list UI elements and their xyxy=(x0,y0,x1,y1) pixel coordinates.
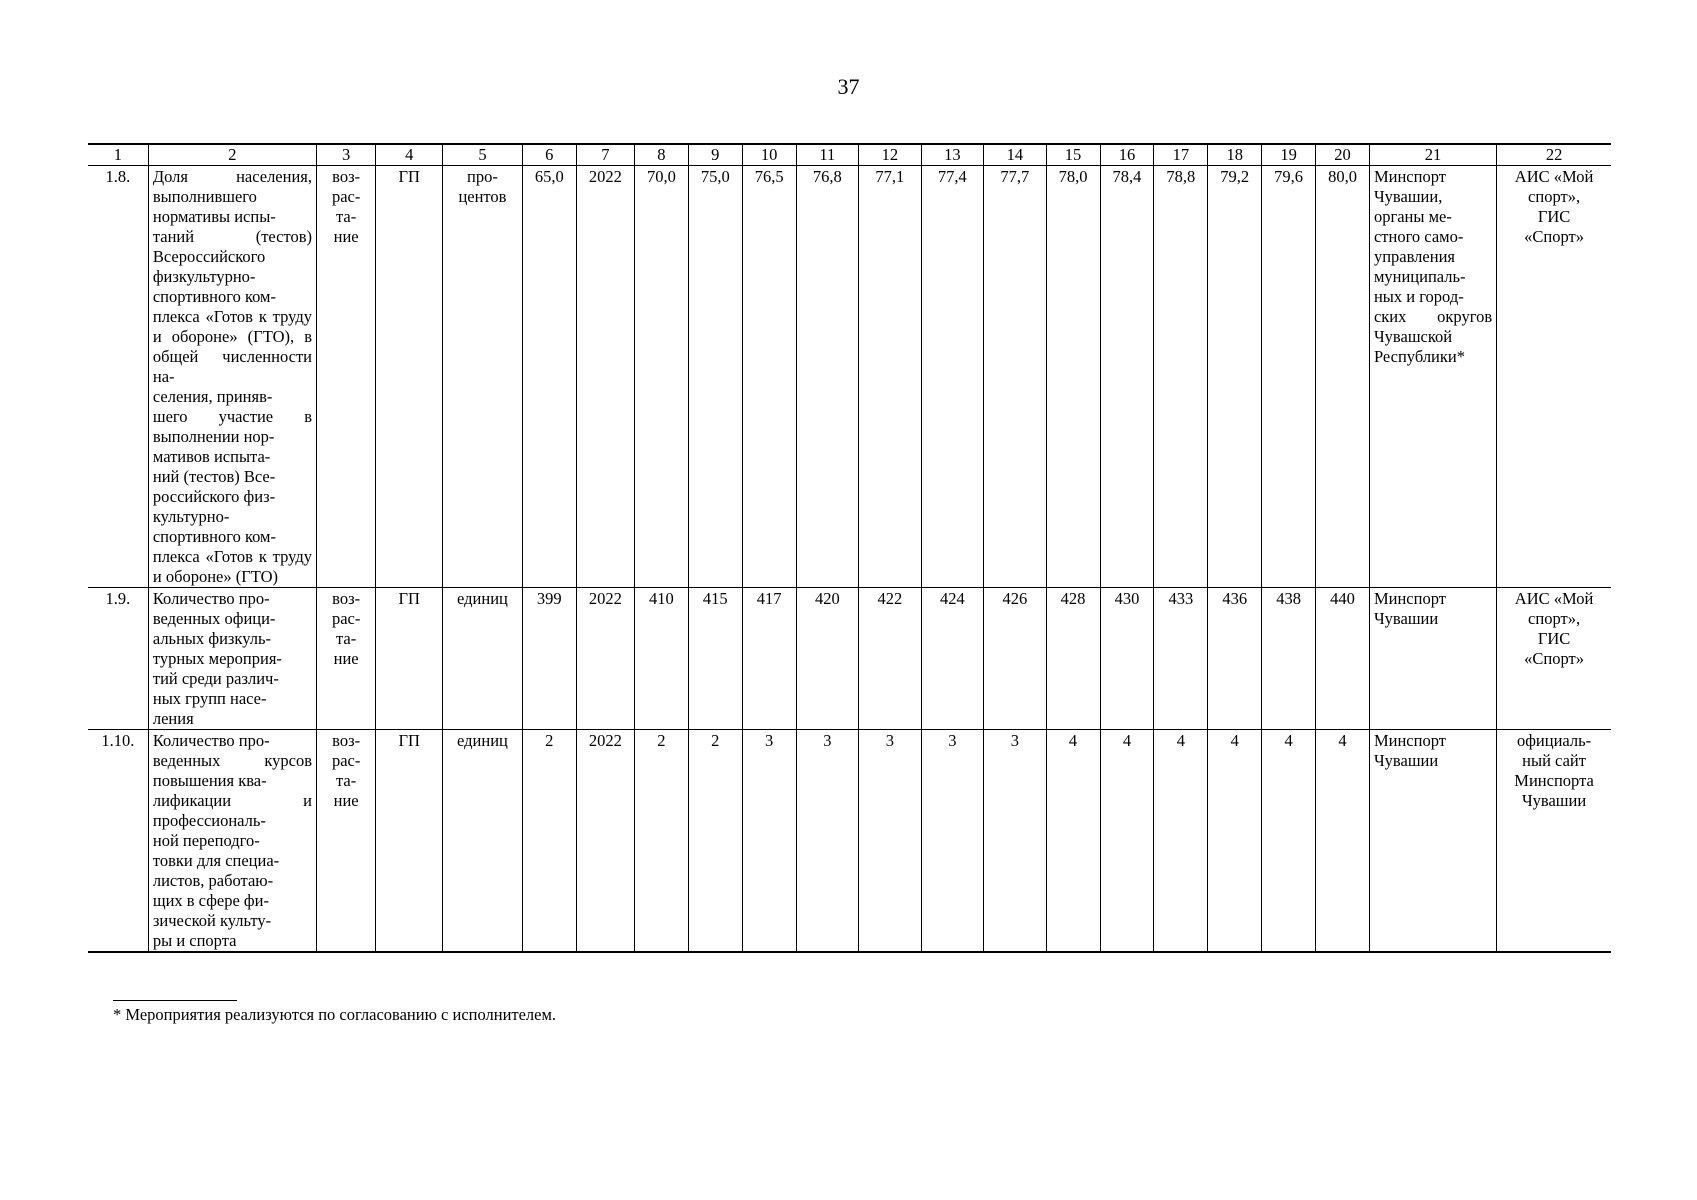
year-value-text: 424 xyxy=(939,589,965,608)
table-row xyxy=(88,166,1611,588)
indicator-name xyxy=(148,166,316,588)
base-year xyxy=(576,730,634,953)
information-system xyxy=(1497,730,1611,953)
column-number-row xyxy=(88,144,1611,166)
column-header: 5 xyxy=(443,144,523,166)
year-value-text: 4 xyxy=(1122,731,1132,750)
year-value xyxy=(921,730,984,953)
year-value xyxy=(742,166,796,588)
column-header: 17 xyxy=(1154,144,1208,166)
year-value-text: 433 xyxy=(1168,589,1194,608)
indicator-number xyxy=(88,166,148,588)
year-value xyxy=(1208,730,1262,953)
year-value xyxy=(634,166,688,588)
indicator-number xyxy=(88,588,148,730)
base-year xyxy=(576,166,634,588)
column-header: 9 xyxy=(688,144,742,166)
indicator-unit-text: единиц xyxy=(457,589,508,608)
year-value-text: 438 xyxy=(1276,589,1301,608)
year-value xyxy=(984,588,1047,730)
year-value-text: 3 xyxy=(765,731,774,750)
indicator-level xyxy=(376,588,443,730)
table-row xyxy=(88,730,1611,953)
column-header: 15 xyxy=(1046,144,1100,166)
base-value xyxy=(522,588,576,730)
year-value-text: 3 xyxy=(948,731,957,750)
indicator-unit xyxy=(443,588,523,730)
year-value xyxy=(984,166,1047,588)
year-value xyxy=(921,588,984,730)
year-value-text: 4 xyxy=(1284,731,1293,750)
year-value xyxy=(1316,730,1370,953)
footnote: * Мероприятия реализуются по согласованию с исполнителем. xyxy=(113,1005,557,1024)
year-value-text: 75,0 xyxy=(700,167,730,186)
indicator-trend xyxy=(317,730,376,953)
indicator-trend xyxy=(317,588,376,730)
base-year xyxy=(576,588,634,730)
indicator-unit-text: единиц xyxy=(457,731,508,750)
year-value-text: 78,4 xyxy=(1112,167,1142,186)
indicator-level-text: ГП xyxy=(398,167,420,186)
column-header: 10 xyxy=(742,144,796,166)
base-value xyxy=(522,730,576,953)
base-value-text: 65,0 xyxy=(534,167,564,186)
year-value xyxy=(1100,588,1154,730)
year-value-text: 430 xyxy=(1114,589,1140,608)
information-system xyxy=(1497,166,1611,588)
responsible-body xyxy=(1369,730,1496,953)
column-header: 3 xyxy=(317,144,376,166)
year-value xyxy=(1316,166,1370,588)
year-value-text: 2 xyxy=(711,731,720,750)
year-value xyxy=(859,588,922,730)
year-value xyxy=(796,588,859,730)
column-header: 19 xyxy=(1262,144,1316,166)
year-value-text: 420 xyxy=(814,589,840,608)
year-value-text: 79,2 xyxy=(1220,167,1250,186)
column-header: 16 xyxy=(1100,144,1154,166)
year-value xyxy=(1154,588,1208,730)
column-header: 21 xyxy=(1369,144,1496,166)
indicator-name-text: Количество про- веденных курсов повышения ква- лификации и профессиональ- ной переподго- товки для специа- листов, работаю- щих в сфере фи- зической культу- ры и спорта xyxy=(152,731,312,950)
year-value-text: 80,0 xyxy=(1328,167,1357,186)
year-value xyxy=(688,730,742,953)
year-value-text: 4 xyxy=(1176,731,1185,750)
year-value xyxy=(742,730,796,953)
indicator-number xyxy=(88,730,148,953)
information-system-text: АИС «Мой спорт», ГИС «Спорт» xyxy=(1514,167,1594,246)
footnote-rule xyxy=(113,1000,237,1001)
year-value xyxy=(634,730,688,953)
information-system xyxy=(1497,588,1611,730)
year-value xyxy=(1154,166,1208,588)
year-value-text: 4 xyxy=(1338,731,1347,750)
responsible-body-text: Минспорт Чувашии, органы ме- стного само- управления муниципаль- ных и город- ских округов Чувашской Республики* xyxy=(1373,167,1493,366)
indicator-trend-text: воз- рас- та- ние xyxy=(331,589,361,668)
indicator-trend-text: воз- рас- та- ние xyxy=(331,167,361,246)
column-header: 1 xyxy=(88,144,148,166)
year-value-text: 70,0 xyxy=(646,167,676,186)
base-value-text: 2 xyxy=(545,731,554,750)
indicator-unit-text: про- центов xyxy=(458,167,507,206)
indicators-table xyxy=(88,143,1611,953)
column-header: 20 xyxy=(1316,144,1370,166)
year-value-text: 4 xyxy=(1230,731,1239,750)
year-value xyxy=(796,166,859,588)
year-value-text: 428 xyxy=(1060,589,1086,608)
indicator-unit xyxy=(443,730,523,953)
indicator-name-text: Доля населения, выполнившего нормативы испы- таний (тестов) Всероссийского физкультурно- спортивного ком- плекса «Готов к труду и обороне» (ГТО), в общей численности на- селения, приняв- шего участие в выполнении нор- мативов испыта- ний (тестов) Все- российского физ- культурно- спортивного ком- плекса «Готов к труду и обороне» (ГТО) xyxy=(152,167,312,586)
year-value xyxy=(1208,166,1262,588)
year-value-text: 76,8 xyxy=(812,167,842,186)
year-value xyxy=(1262,588,1316,730)
year-value-text: 76,5 xyxy=(754,167,784,186)
indicator-level-text: ГП xyxy=(398,589,420,608)
indicator-name-text: Количество про- веденных офици- альных физкуль- турных мероприя- тий среди различ- ных групп насе- ления xyxy=(152,589,282,728)
year-value-text: 422 xyxy=(877,589,903,608)
year-value-text: 417 xyxy=(756,589,782,608)
column-header: 8 xyxy=(634,144,688,166)
column-header: 13 xyxy=(921,144,984,166)
information-system-text: АИС «Мой спорт», ГИС «Спорт» xyxy=(1514,589,1594,668)
responsible-body-text: Минспорт Чувашии xyxy=(1373,589,1446,628)
base-year-text: 2022 xyxy=(588,731,622,750)
indicator-level-text: ГП xyxy=(398,731,420,750)
year-value-text: 440 xyxy=(1330,589,1355,608)
year-value xyxy=(859,730,922,953)
column-header: 11 xyxy=(796,144,859,166)
year-value xyxy=(688,588,742,730)
indicator-trend xyxy=(317,166,376,588)
year-value-text: 436 xyxy=(1222,589,1248,608)
column-header: 7 xyxy=(576,144,634,166)
year-value-text: 77,7 xyxy=(1000,167,1030,186)
year-value xyxy=(1262,730,1316,953)
year-value-text: 3 xyxy=(1010,731,1019,750)
indicator-name xyxy=(148,730,316,953)
year-value-text: 77,1 xyxy=(875,167,905,186)
responsible-body-text: Минспорт Чувашии xyxy=(1373,731,1446,770)
year-value xyxy=(688,166,742,588)
indicator-number-text: 1.9. xyxy=(105,589,131,608)
indicator-unit xyxy=(443,166,523,588)
year-value xyxy=(921,166,984,588)
column-header: 12 xyxy=(859,144,922,166)
year-value xyxy=(1046,166,1100,588)
year-value-text: 410 xyxy=(649,589,674,608)
year-value xyxy=(984,730,1047,953)
year-value-text: 4 xyxy=(1068,731,1078,750)
year-value xyxy=(1154,730,1208,953)
indicator-trend-text: воз- рас- та- ние xyxy=(331,731,361,810)
responsible-body xyxy=(1369,588,1496,730)
base-value-text: 399 xyxy=(536,589,562,608)
year-value xyxy=(1100,166,1154,588)
year-value xyxy=(1046,730,1100,953)
indicator-level xyxy=(376,166,443,588)
year-value-text: 78,0 xyxy=(1058,167,1088,186)
column-header: 6 xyxy=(522,144,576,166)
year-value xyxy=(1100,730,1154,953)
base-year-text: 2022 xyxy=(588,589,622,608)
year-value xyxy=(796,730,859,953)
responsible-body xyxy=(1369,166,1496,588)
year-value xyxy=(634,588,688,730)
year-value-text: 415 xyxy=(702,589,728,608)
year-value xyxy=(859,166,922,588)
indicator-name xyxy=(148,588,316,730)
page-number: 37 xyxy=(837,74,860,99)
indicator-level xyxy=(376,730,443,953)
base-value xyxy=(522,166,576,588)
column-header: 22 xyxy=(1497,144,1611,166)
year-value-text: 77,4 xyxy=(937,167,967,186)
year-value xyxy=(1316,588,1370,730)
column-header: 18 xyxy=(1208,144,1262,166)
information-system-text: официаль- ный сайт Минспорта Чувашии xyxy=(1514,731,1594,810)
year-value xyxy=(1262,166,1316,588)
year-value-text: 3 xyxy=(885,731,894,750)
year-value-text: 79,6 xyxy=(1274,167,1304,186)
year-value-text: 78,8 xyxy=(1166,167,1196,186)
year-value-text: 3 xyxy=(823,731,832,750)
indicator-number-text: 1.8. xyxy=(105,167,131,186)
table-row xyxy=(88,588,1611,730)
year-value xyxy=(742,588,796,730)
year-value-text: 2 xyxy=(657,731,666,750)
column-header: 4 xyxy=(376,144,443,166)
year-value-text: 426 xyxy=(1002,589,1028,608)
column-header: 2 xyxy=(148,144,316,166)
year-value xyxy=(1046,588,1100,730)
year-value xyxy=(1208,588,1262,730)
indicator-number-text: 1.10. xyxy=(101,731,135,750)
base-year-text: 2022 xyxy=(588,167,622,186)
column-header: 14 xyxy=(984,144,1047,166)
